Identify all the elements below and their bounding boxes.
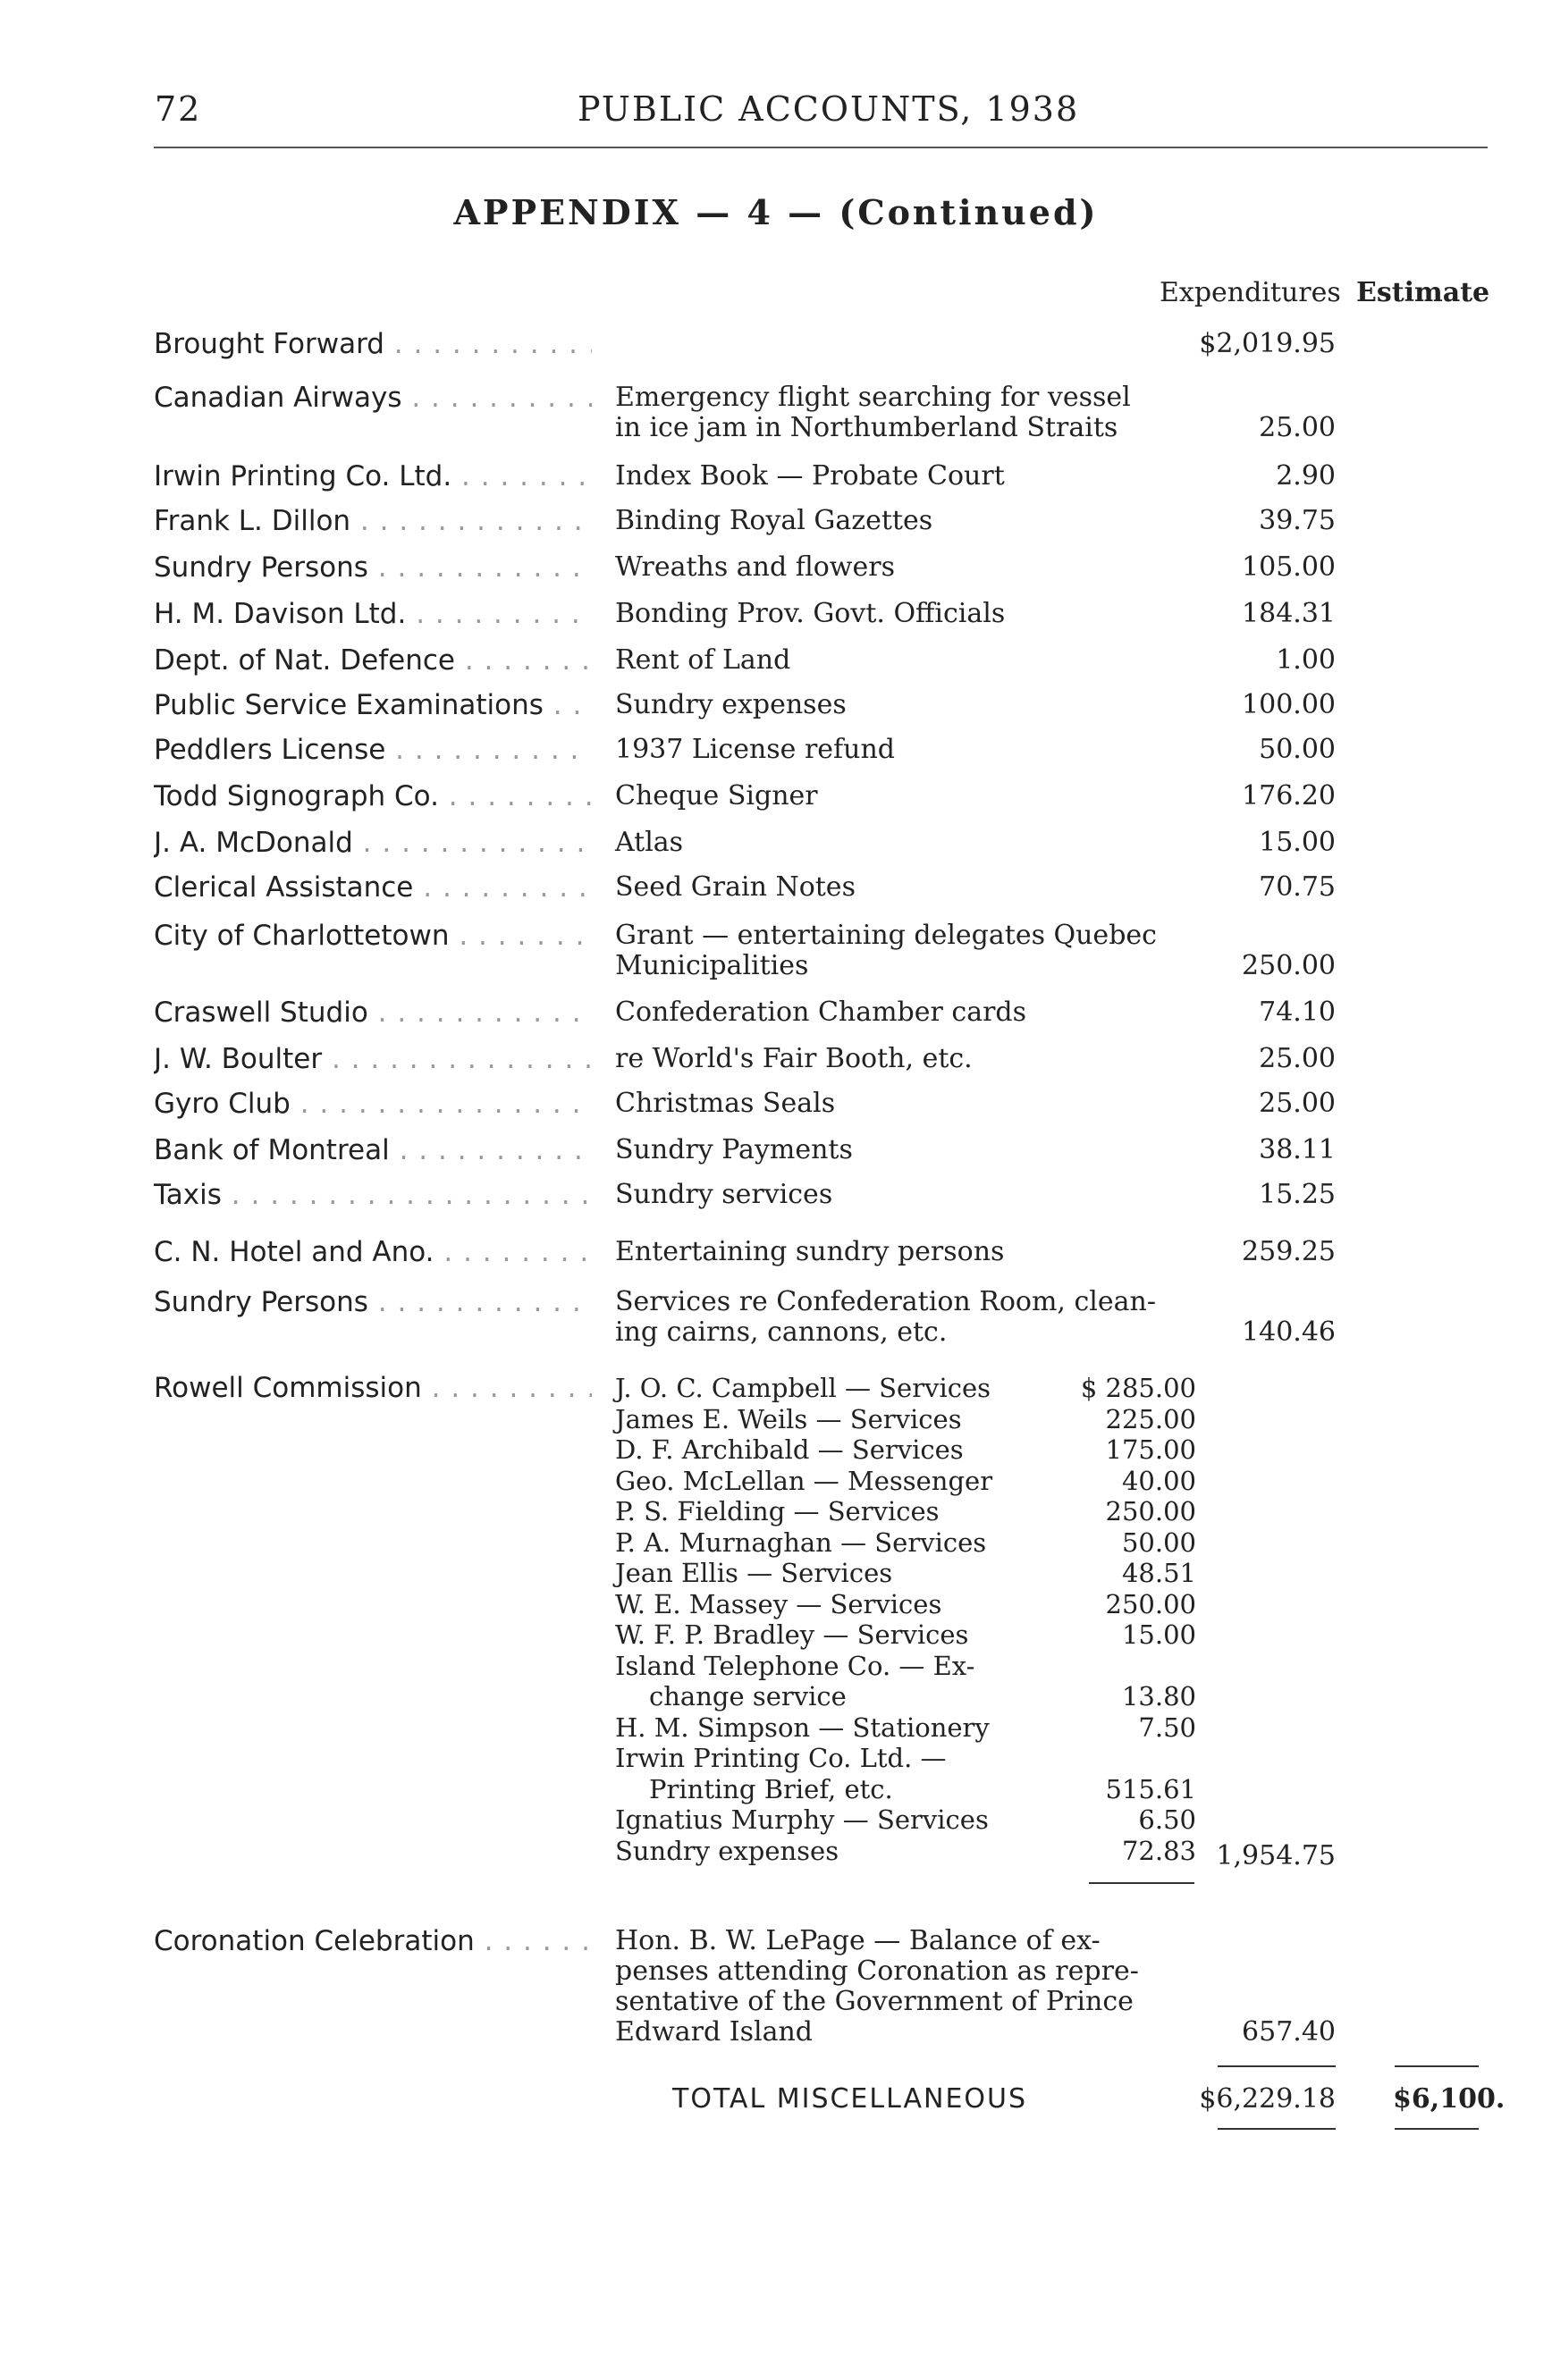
rowell-item: [615, 1743, 1196, 1774]
rowell-item-label: P. A. Murnaghan — Services: [615, 1526, 987, 1558]
rowell-item: [615, 1496, 1196, 1527]
payee-name: Sundry Persons . . .: [154, 1287, 592, 1317]
description-line: Sundry expenses: [615, 689, 847, 720]
rowell-item-label: Geo. McLellan — Messenger: [615, 1465, 993, 1496]
rowell-item: [615, 1404, 1196, 1435]
payee-name: Canadian Airways . . .: [154, 383, 592, 413]
description-line: Bonding Prov. Govt. Officials: [615, 598, 1006, 629]
description-line: Sundry services: [615, 1179, 833, 1210]
entry-amount: 25.00: [1259, 412, 1336, 443]
rowell-item-label: change service: [649, 1681, 847, 1711]
entry-amount: 25.00: [1259, 1043, 1336, 1074]
description-line: Edward Island: [615, 2016, 814, 2048]
description-line: penses attending Coronation as repre-: [615, 1955, 1139, 1987]
total-rule-exp-bottom: [1218, 2128, 1336, 2130]
rowell-item: [615, 1589, 1196, 1620]
rowell-item-label: W. F. P. Bradley — Services: [615, 1619, 969, 1650]
payee-name: Public Service Examinations . . .: [154, 690, 592, 720]
description-line: Confederation Chamber cards: [615, 997, 1027, 1028]
entry-amount: 38.11: [1259, 1134, 1336, 1165]
description-line: Sundry Payments: [615, 1134, 853, 1165]
entry-amount: 2.90: [1276, 460, 1336, 492]
rowell-item-amount: 175.00: [1105, 1434, 1196, 1465]
description-line: Grant — entertaining delegates Quebec: [615, 920, 1157, 951]
description-line: ing cairns, cannons, etc.: [615, 1316, 948, 1348]
total-label: TOTAL MISCELLANEOUS: [672, 2083, 1028, 2115]
entry-amount: 105.00: [1242, 551, 1336, 583]
entry-amount: 100.00: [1242, 689, 1336, 720]
description-line: Binding Royal Gazettes: [615, 505, 933, 536]
payee-name: Rowell Commission . . .: [154, 1373, 592, 1403]
entry-amount: 15.25: [1259, 1179, 1336, 1210]
rowell-item-amount: 225.00: [1105, 1403, 1196, 1434]
rowell-item-amount: 50.00: [1121, 1526, 1196, 1558]
rowell-item: [615, 1558, 1196, 1589]
entry-description: [615, 506, 1196, 536]
description-line: Municipalities: [615, 950, 809, 981]
entry-description: [615, 735, 1196, 765]
header-title: PUBLIC ACCOUNTS, 1938: [578, 89, 1080, 129]
rowell-item: [615, 1651, 1196, 1682]
entry-amount: 140.46: [1242, 1316, 1336, 1348]
rowell-total: 1,954.75: [1216, 1840, 1336, 1871]
entry-amount: 184.31: [1242, 598, 1336, 629]
payee-name: Craswell Studio . . .: [154, 997, 592, 1028]
description-line: Christmas Seals: [615, 1088, 836, 1119]
rowell-item-amount: 250.00: [1105, 1496, 1196, 1526]
column-header-estimate: Estimate: [1356, 277, 1490, 308]
entry-amount: 74.10: [1259, 997, 1336, 1028]
total-estimate: $6,100.: [1393, 2083, 1506, 2115]
payee-name: Bank of Montreal . . .: [154, 1135, 592, 1165]
entry-description: [615, 872, 1196, 903]
payee-name: Peddlers License . . .: [154, 735, 592, 765]
rowell-item: [615, 1681, 1196, 1712]
payee-name: Sundry Persons . . .: [154, 552, 592, 583]
entry-amount: 25.00: [1259, 1088, 1336, 1119]
description-line: 1937 License refund: [615, 734, 896, 765]
rowell-item-label: H. M. Simpson — Stationery: [615, 1711, 990, 1743]
rowell-item: [615, 1712, 1196, 1744]
entry-description: [615, 1237, 1196, 1267]
entry-description: [615, 1180, 1196, 1210]
rowell-item-label: D. F. Archibald — Services: [615, 1434, 964, 1465]
description-line: Cheque Signer: [615, 780, 818, 812]
rowell-item-label: Irwin Printing Co. Ltd. —: [615, 1743, 947, 1773]
entry-amount: 259.25: [1242, 1236, 1336, 1267]
rowell-item-label: P. S. Fielding — Services: [615, 1496, 940, 1526]
description-line: Hon. B. W. LePage — Balance of ex-: [615, 1925, 1101, 1956]
description-line: re World's Fair Booth, etc.: [615, 1043, 973, 1074]
payee-name: Brought Forward . . .: [154, 329, 592, 359]
payee-name: Taxis . . .: [154, 1180, 592, 1210]
total-rule-exp-top: [1218, 2065, 1336, 2067]
payee-name: H. M. Davison Ltd. . . .: [154, 599, 592, 629]
payee-name: City of Charlottetown . . .: [154, 921, 592, 951]
rowell-item-label: W. E. Massey — Services: [615, 1588, 942, 1619]
appendix-title: APPENDIX — 4 — (Continued): [453, 192, 1099, 232]
payee-name: Gyro Club . . .: [154, 1089, 592, 1119]
rowell-item: [615, 1836, 1196, 1867]
payee-name: Todd Signograph Co. . . .: [154, 781, 592, 812]
description-line: Services re Confederation Room, clean-: [615, 1286, 1156, 1317]
rowell-item-amount: 250.00: [1105, 1588, 1196, 1619]
rowell-item-amount: 15.00: [1121, 1619, 1196, 1650]
entry-description: [615, 383, 1196, 443]
rowell-item-label: Sundry expenses: [615, 1835, 839, 1866]
rowell-item: [615, 1619, 1196, 1651]
payee-name: Irwin Printing Co. Ltd. . . .: [154, 461, 592, 492]
entry-description: [615, 781, 1196, 812]
column-header-expenditures: Expenditures: [1160, 277, 1341, 308]
entry-description: [615, 552, 1196, 583]
entry-amount: 250.00: [1242, 950, 1336, 981]
entry-amount: 176.20: [1242, 780, 1336, 812]
entry-amount: 15.00: [1259, 827, 1336, 858]
rowell-item-amount: 7.50: [1138, 1711, 1196, 1743]
rowell-item-label: Jean Ellis — Services: [615, 1558, 893, 1588]
entry-description: [615, 645, 1196, 676]
payee-name: J. W. Boulter . . .: [154, 1044, 592, 1074]
rowell-item-amount: 515.61: [1105, 1773, 1196, 1804]
entry-description: [615, 461, 1196, 492]
payee-name: Frank L. Dillon . . .: [154, 506, 592, 536]
total-expenditures: $6,229.18: [1199, 2083, 1336, 2115]
rowell-item-label: Ignatius Murphy — Services: [615, 1804, 989, 1835]
coronation-description: [615, 1926, 1196, 2048]
rowell-item-amount: $ 285.00: [1080, 1373, 1196, 1403]
rowell-item-amount: 13.80: [1121, 1681, 1196, 1711]
entry-amount: 39.75: [1259, 505, 1336, 536]
rowell-item-amount: 48.51: [1121, 1558, 1196, 1588]
rowell-item: [615, 1466, 1196, 1497]
payee-name: Clerical Assistance . . .: [154, 872, 592, 903]
rowell-item: [615, 1373, 1196, 1404]
description-line: Index Book — Probate Court: [615, 460, 1005, 492]
description-line: Atlas: [615, 827, 684, 858]
rowell-item-label: James E. Weils — Services: [615, 1403, 962, 1434]
rowell-item: [615, 1434, 1196, 1466]
description-line: Entertaining sundry persons: [615, 1236, 1005, 1267]
rowell-item: [615, 1804, 1196, 1836]
rowell-item-amount: 6.50: [1138, 1804, 1196, 1835]
description-line: Emergency flight searching for vessel: [615, 382, 1131, 413]
header-rule: [154, 147, 1488, 148]
rowell-items: [615, 1373, 1196, 1866]
entry-amount: 50.00: [1259, 734, 1336, 765]
rowell-item-amount: 40.00: [1121, 1465, 1196, 1496]
description-line: Wreaths and flowers: [615, 551, 895, 583]
description-line: Seed Grain Notes: [615, 871, 856, 903]
payee-name: Dept. of Nat. Defence . . .: [154, 645, 592, 676]
entry-amount: 70.75: [1259, 871, 1336, 903]
entry-description: [615, 1044, 1196, 1074]
entry-description: [615, 828, 1196, 858]
total-rule-est-top: [1395, 2065, 1479, 2067]
payee-name: J. A. McDonald . . .: [154, 828, 592, 858]
entry-amount: 1.00: [1276, 644, 1336, 676]
rowell-item-label: Island Telephone Co. — Ex-: [615, 1650, 975, 1681]
rowell-item-label: Printing Brief, etc.: [649, 1773, 893, 1804]
coronation-amount: 657.40: [1242, 2016, 1336, 2048]
rowell-subtotal-rule: [1089, 1882, 1194, 1884]
entry-description: [615, 1089, 1196, 1119]
description-line: Rent of Land: [615, 644, 791, 676]
entry-description: [615, 921, 1196, 981]
payee-name: C. N. Hotel and Ano. . . .: [154, 1237, 592, 1267]
description-line: in ice jam in Northumberland Straits: [615, 412, 1118, 443]
entry-description: [615, 1287, 1196, 1348]
rowell-item: [615, 1527, 1196, 1559]
page-number: 72: [155, 89, 202, 129]
rowell-item: [615, 1774, 1196, 1805]
entry-description: [615, 690, 1196, 720]
payee-name: Coronation Celebration . . .: [154, 1926, 592, 1956]
entry-description: [615, 997, 1196, 1028]
total-rule-est-bottom: [1395, 2128, 1479, 2130]
entry-description: [615, 1135, 1196, 1165]
entry-description: [615, 599, 1196, 629]
rowell-item-amount: 72.83: [1121, 1835, 1196, 1866]
entry-amount: $2,019.95: [1199, 328, 1336, 359]
description-line: sentative of the Government of Prince: [615, 1986, 1134, 2017]
rowell-item-label: J. O. C. Campbell — Services: [615, 1373, 991, 1403]
